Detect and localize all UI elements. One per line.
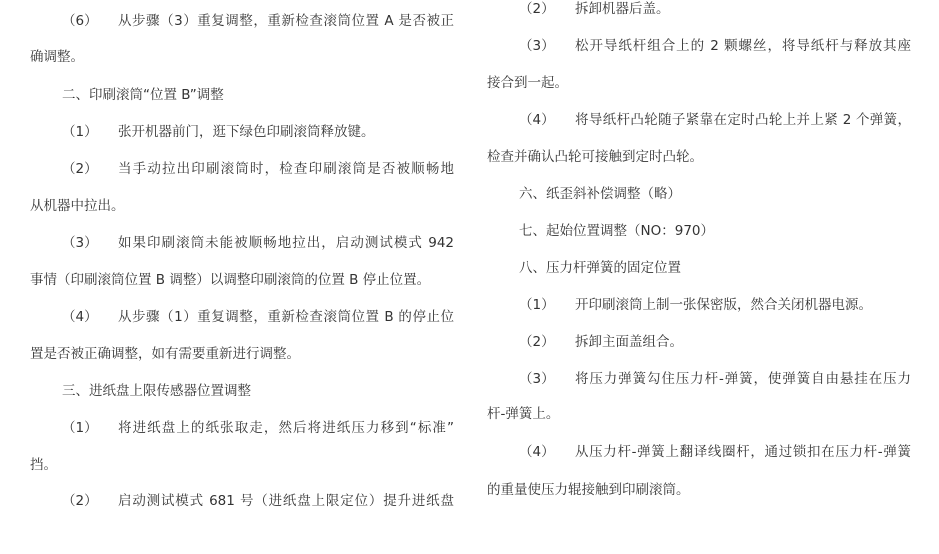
- step-number: （4）: [519, 444, 555, 460]
- paragraph-line: [487, 0, 911, 18]
- step-text: 当手动拉出印刷滚筒时，检查印刷滚筒是否被顺畅地: [118, 161, 454, 177]
- section-heading: 八、压力杆弹簧的固定位置: [519, 260, 681, 276]
- paragraph-line: [30, 12, 454, 30]
- section-heading: 六、纸歪斜补偿调整（略）: [519, 186, 681, 202]
- paragraph-line: 置是否被正确调整，如有需要重新进行调整。: [30, 346, 300, 362]
- step-text: 如果印刷滚筒未能被顺畅地拉出，启动测试模式 942: [118, 235, 454, 251]
- step-text: 将导纸杆凸轮随子紧靠在定时凸轮上并上紧 2 个弹簧，: [575, 112, 911, 128]
- step-text: 拆卸主面盖组合。: [575, 334, 683, 350]
- step-text: 从步骤（3）重复调整，重新检查滚筒位置 A 是否被正: [118, 13, 454, 29]
- paragraph-line: [30, 308, 454, 326]
- paragraph-line: [487, 443, 911, 461]
- paragraph-line: 杆-弹簧上。: [487, 406, 560, 422]
- paragraph-line: 接合到一起。: [487, 75, 568, 91]
- section-heading: 七、起始位置调整（NO：970）: [519, 223, 714, 239]
- step-text: 拆卸机器后盖。: [575, 1, 670, 17]
- step-number: （2）: [62, 493, 98, 509]
- step-text: 松开导纸杆组合上的 2 颗螺丝，将导纸杆与释放其座: [575, 38, 911, 54]
- paragraph-line: [487, 37, 911, 55]
- paragraph-line: 挡。: [30, 457, 57, 473]
- paragraph-line: [487, 296, 911, 314]
- paragraph-line: [487, 370, 911, 388]
- paragraph-line: 从机器中拉出。: [30, 198, 125, 214]
- step-number: （1）: [62, 124, 98, 140]
- step-text: 开印刷滚筒上制一张保密版，然合关闭机器电源。: [575, 297, 872, 313]
- step-number: （6）: [62, 13, 98, 29]
- step-number: （4）: [519, 112, 555, 128]
- step-number: （3）: [519, 371, 555, 387]
- step-number: （2）: [62, 161, 98, 177]
- paragraph-line: 检查并确认凸轮可接触到定时凸轮。: [487, 149, 703, 165]
- paragraph-line: [30, 492, 454, 510]
- step-number: （3）: [519, 38, 555, 54]
- step-text: 张开机器前门，逛下绿色印刷滚筒释放键。: [118, 124, 375, 140]
- step-text: 启动测试模式 681 号（进纸盘上限定位）提升进纸盘: [118, 493, 454, 509]
- paragraph-line: [30, 160, 454, 178]
- step-text: 将进纸盘上的纸张取走，然后将进纸压力移到“标准”: [118, 420, 454, 436]
- paragraph-line: 事情（印刷滚筒位置 B 调整）以调整印刷滚筒的位置 B 停止位置。: [30, 272, 431, 288]
- section-heading: 三、进纸盘上限传感器位置调整: [62, 383, 251, 399]
- step-text: 将压力弹簧勾住压力杆-弹簧，使弹簧自由悬挂在压力: [575, 371, 911, 387]
- step-number: （2）: [519, 334, 555, 350]
- paragraph-line: 的重量使压力辊接触到印刷滚筒。: [487, 482, 690, 498]
- paragraph-line: [487, 333, 911, 351]
- step-text: 从压力杆-弹簧上翻译线圈杆，通过锁扣在压力杆-弹簧: [575, 444, 911, 460]
- paragraph-line: [487, 111, 911, 129]
- step-text: 从步骤（1）重复调整，重新检查滚筒位置 B 的停止位: [118, 309, 454, 325]
- step-number: （4）: [62, 309, 98, 325]
- step-number: （1）: [62, 420, 98, 436]
- paragraph-line: [30, 234, 454, 252]
- step-number: （3）: [62, 235, 98, 251]
- paragraph-line: 确调整。: [30, 49, 84, 65]
- step-number: （1）: [519, 297, 555, 313]
- step-number: （2）: [519, 1, 555, 17]
- section-heading: 二、印刷滚筒“位置 B”调整: [62, 87, 224, 103]
- paragraph-line: [30, 123, 454, 141]
- paragraph-line: [30, 419, 454, 437]
